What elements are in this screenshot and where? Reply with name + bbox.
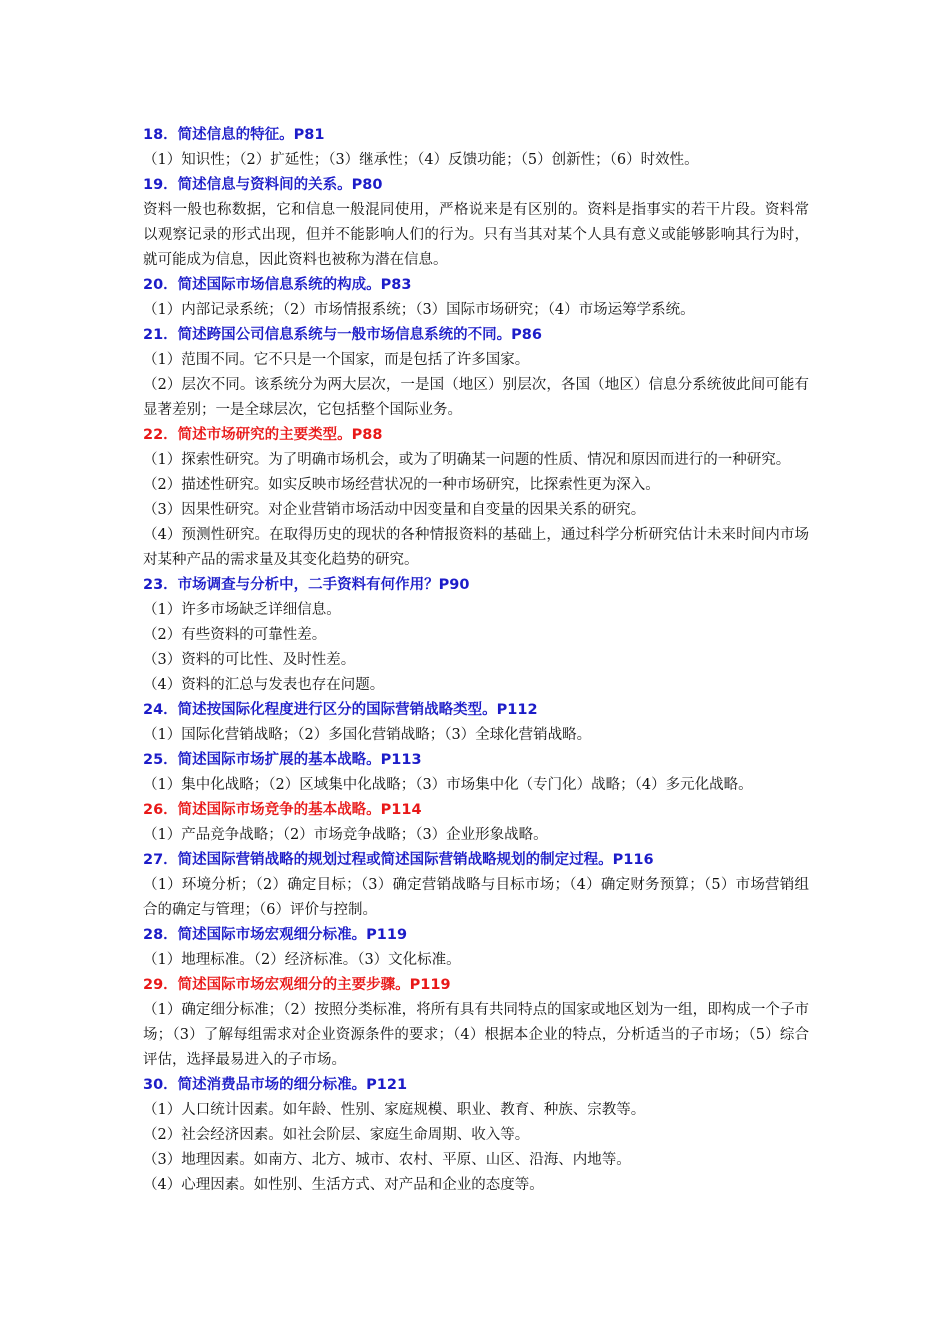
section-26 [143, 798, 809, 848]
question-heading: 24．简述按国际化程度进行区分的国际营销战略类型。P112 [143, 702, 538, 718]
question-heading: 23．市场调查与分析中，二手资料有何作用？P90 [143, 577, 470, 593]
question-heading: 29．简述国际市场宏观细分的主要步骤。P119 [143, 977, 451, 993]
section-30 [143, 1073, 809, 1198]
question-heading: 18．简述信息的特征。P81 [143, 127, 325, 143]
answer-line: （4）预测性研究。在取得历史的现状的各种情报资料的基础上，通过科学分析研究估计未来时间内市场对某种产品的需求量及其变化趋势的研究。 [143, 527, 809, 568]
answer-line: （1）集中化战略；（2）区域集中化战略；（3）市场集中化（专门化）战略；（4）多元化战略。 [143, 777, 753, 793]
section-22 [143, 423, 809, 573]
section-24 [143, 698, 809, 748]
answer-line: （2）社会经济因素。如社会阶层、家庭生命周期、收入等。 [143, 1127, 530, 1143]
section-23 [143, 573, 809, 698]
section-25 [143, 748, 809, 798]
section-20 [143, 273, 809, 323]
answer-line: （1）确定细分标准；（2）按照分类标准，将所有具有共同特点的国家或地区划为一组，即构成一个子市场；（3）了解每组需求对企业资源条件的要求；（4）根据本企业的特点，分析适当的子市场；（5）综合评估，选择最易进入的子市场。 [143, 1002, 809, 1068]
answer-line: （1）内部记录系统；（2）市场情报系统；（3）国际市场研究；（4）市场运筹学系统。 [143, 302, 695, 318]
question-heading: 28．简述国际市场宏观细分标准。P119 [143, 927, 408, 943]
question-heading: 19．简述信息与资料间的关系。P80 [143, 177, 383, 193]
answer-line: （4）心理因素。如性别、生活方式、对产品和企业的态度等。 [143, 1177, 544, 1193]
answer-line: （1）地理标准。（2）经济标准。（3）文化标准。 [143, 952, 461, 968]
answer-line: （1）人口统计因素。如年龄、性别、家庭规模、职业、教育、种族、宗教等。 [143, 1102, 646, 1118]
answer-line: （2）描述性研究。如实反映市场经营状况的一种市场研究，比探索性更为深入。 [143, 477, 660, 493]
section-18 [143, 123, 809, 173]
section-29 [143, 973, 809, 1073]
section-21 [143, 323, 809, 423]
section-28 [143, 923, 809, 973]
question-heading: 22．简述市场研究的主要类型。P88 [143, 427, 383, 443]
answer-line: （1）环境分析；（2）确定目标；（3）确定营销战略与目标市场；（4）确定财务预算；（5）市场营销组合的确定与管理；（6）评价与控制。 [143, 877, 809, 918]
question-heading: 26．简述国际市场竞争的基本战略。P114 [143, 802, 422, 818]
answer-line: （2）层次不同。该系统分为两大层次，一是国（地区）别层次，各国（地区）信息分系统彼此间可能有显著差别；一是全球层次，它包括整个国际业务。 [143, 377, 809, 418]
question-heading: 30．简述消费品市场的细分标准。P121 [143, 1077, 408, 1093]
section-19 [143, 173, 809, 273]
answer-line: （3）因果性研究。对企业营销市场活动中因变量和自变量的因果关系的研究。 [143, 502, 646, 518]
answer-line: （3）资料的可比性、及时性差。 [143, 652, 356, 668]
document-page [143, 123, 809, 1198]
answer-line: （1）探索性研究。为了明确市场机会，或为了明确某一问题的性质、情况和原因而进行的一种研究。 [143, 452, 791, 468]
answer-line: （1）范围不同。它不只是一个国家，而是包括了许多国家。 [143, 352, 530, 368]
question-heading: 21．简述跨国公司信息系统与一般市场信息系统的不同。P86 [143, 327, 542, 343]
answer-line: （4）资料的汇总与发表也存在问题。 [143, 677, 385, 693]
question-heading: 25．简述国际市场扩展的基本战略。P113 [143, 752, 422, 768]
answer-line: （3）地理因素。如南方、北方、城市、农村、平原、山区、沿海、内地等。 [143, 1152, 631, 1168]
answer-line: （2）有些资料的可靠性差。 [143, 627, 327, 643]
answer-line: （1）许多市场缺乏详细信息。 [143, 602, 341, 618]
question-heading: 27．简述国际营销战略的规划过程或简述国际营销战略规划的制定过程。P116 [143, 852, 654, 868]
answer-line: 资料一般也称数据，它和信息一般混同使用，严格说来是有区别的。资料是指事实的若干片段。资料常以观察记录的形式出现，但并不能影响人们的行为。只有当其对某个人具有意义或能够影响其行为时，就可能成为信息，因此资料也被称为潜在信息。 [143, 202, 809, 268]
answer-line: （1）知识性；（2）扩延性；（3）继承性；（4）反馈功能；（5）创新性；（6）时效性。 [143, 152, 699, 168]
answer-line: （1）国际化营销战略；（2）多国化营销战略；（3）全球化营销战略。 [143, 727, 592, 743]
question-heading: 20．简述国际市场信息系统的构成。P83 [143, 277, 412, 293]
section-27 [143, 848, 809, 923]
answer-line: （1）产品竞争战略；（2）市场竞争战略；（3）企业形象战略。 [143, 827, 548, 843]
